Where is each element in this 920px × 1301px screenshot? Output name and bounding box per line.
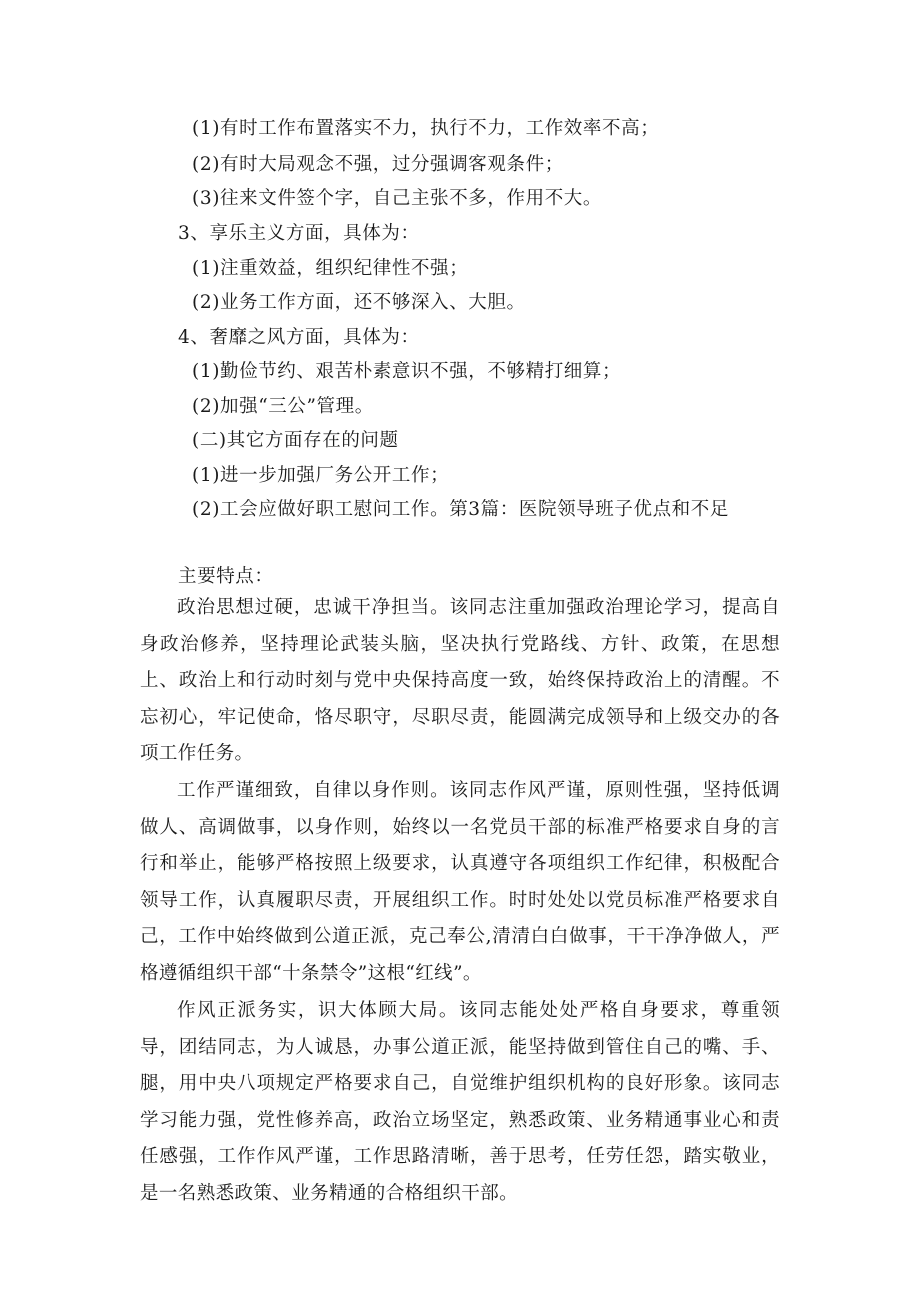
section-heading: 4、奢靡之风方面，具体为： [178,327,420,348]
body-paragraph: 工作严谨细致，自律以身作则。该同志作风严谨，原则性强，坚持低调做人、高调做事，以身作则，始终以一名党员干部的标准严格要求自身的言行和举止，能够严格按照上级要求，认真遵守各项组织工作纪律，积极配合领导工作，认真履职尽责，开展组织工作。时时处处以党员标准严格要求自己，工作中始终做到公道正派，克己奉公,清清白白做事，干干净净做人，严格遵循组织干部“十条禁令”这根“红线”。 [140,780,780,984]
list-item: (2)有时大局观念不强，过分强调客观条件； [192,154,564,175]
list-item: (2)加强“三公”管理。 [192,396,374,417]
list-item: (3)往来文件签个字，自己主张不多，作用不大。 [192,188,603,209]
body-paragraph: 作风正派务实，识大体顾大局。该同志能处处严格自身要求，尊重领导，团结同志，为人诚恳，办事公道正派，能坚持做到管住自己的嘴、手、腿，用中央八项规定严格要求自己，自觉维护组织机构的良好形象。该同志学习能力强，党性修养高，政治立场坚定，熟悉政策、业务精通事业心和责任感强，工作作风严谨，工作思路清晰，善于思考，任劳任怨，踏实敬业，是一名熟悉政策、业务精通的合格组织干部。 [140,1000,780,1204]
list-item: (2)工会应做好职工慰问工作。第3篇：医院领导班子优点和不足 [192,499,729,520]
list-item: (2)业务工作方面，还不够深入、大胆。 [192,292,526,313]
list-item: (1)有时工作布置落实不力，执行不力，工作效率不高； [192,118,660,139]
section-heading: (二)其它方面存在的问题 [192,430,399,451]
body-paragraph: 政治思想过硬，忠诚干净担当。该同志注重加强政治理论学习，提高自身政治修养，坚持理论武装头脑，坚决执行党路线、方针、政策，在思想上、政治上和行动时刻与党中央保持高度一致，始终保持政治上的清醒。不忘初心，牢记使命，恪尽职守，尽职尽责，能圆满完成领导和上级交办的各项工作任务。 [140,597,780,765]
subheading: 主要特点： [178,566,274,587]
list-item: (1)勤俭节约、艰苦朴素意识不强，不够精打细算； [192,361,622,382]
list-item: (1)进一步加强厂务公开工作； [192,465,450,486]
section-heading: 3、享乐主义方面，具体为： [178,223,420,244]
list-item: (1)注重效益，组织纪律性不强； [192,258,469,279]
